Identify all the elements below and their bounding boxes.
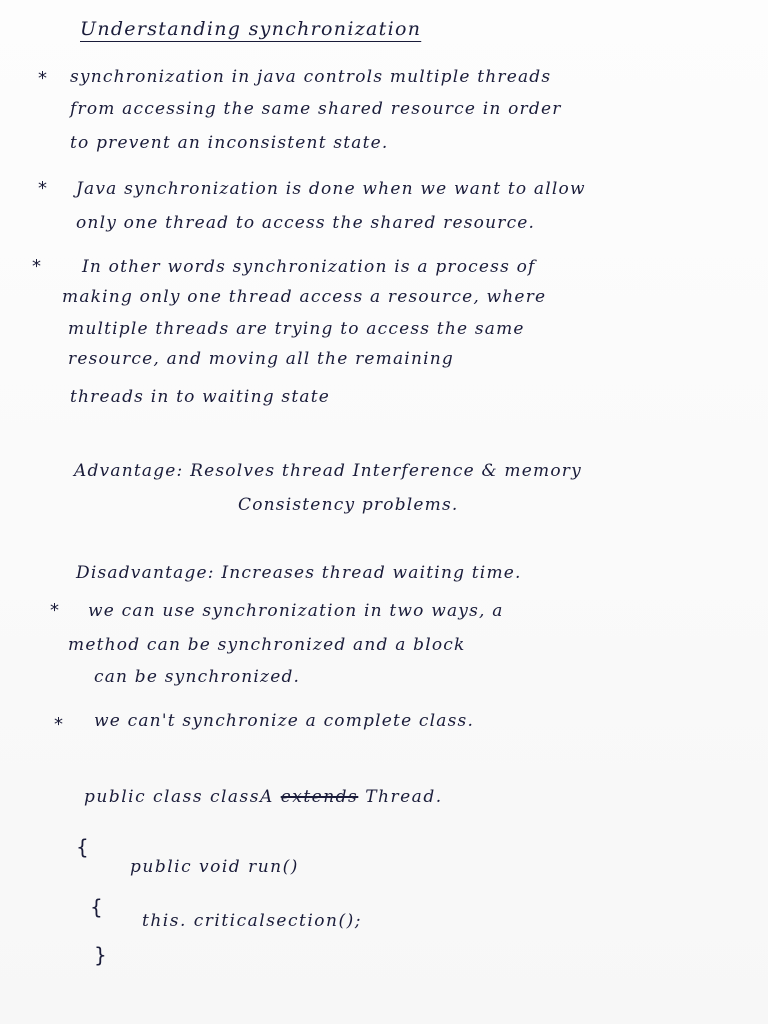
code-inner-close-brace: } [94, 943, 107, 967]
point-1-line-1: synchronization in java controls multiple threads [70, 67, 552, 87]
point-4-line-1: we can use synchronization in two ways, a [88, 601, 504, 621]
bullet-marker: * [54, 714, 63, 735]
page-title: Understanding synchronization [80, 18, 422, 40]
code-class-line [84, 786, 443, 808]
bullet-marker: * [32, 256, 41, 277]
point-5-line-1: we can't synchronize a complete class. [94, 711, 475, 731]
point-3-line-3: multiple threads are trying to access the same [68, 319, 525, 339]
bullet-marker: * [38, 68, 47, 89]
point-2-line-1: Java synchronization is done when we want to allow [76, 179, 586, 199]
point-3-line-4: resource, and moving all the remaining [68, 349, 454, 369]
code-inner-open-brace: { [90, 895, 103, 919]
point-2-line-2: only one thread to access the shared resource. [76, 213, 536, 233]
point-1-line-3: to prevent an inconsistent state. [70, 133, 389, 153]
point-4-line-2: method can be synchronized and a block [68, 635, 466, 655]
disadvantage-line: Disadvantage: Increases thread waiting time. [76, 563, 522, 583]
code-class-parent: Thread. [365, 787, 443, 807]
point-3-line-5: threads in to waiting state [70, 387, 330, 407]
advantage-line-1: Advantage: Resolves thread Interference & memory [74, 461, 582, 481]
point-4-line-3: can be synchronized. [94, 667, 301, 687]
point-3-line-1: In other words synchronization is a process of [82, 257, 536, 277]
code-method-line: public void run() [130, 857, 299, 877]
point-1-line-2: from accessing the same shared resource in order [70, 99, 562, 119]
bullet-marker: * [38, 178, 47, 199]
bullet-marker: * [50, 600, 59, 621]
advantage-line-2: Consistency problems. [238, 495, 459, 515]
code-open-brace: { [76, 835, 89, 859]
code-call-line: this. criticalsection(); [142, 911, 362, 931]
point-3-line-2: making only one thread access a resource, where [62, 287, 547, 307]
code-struck-word: extends [280, 787, 359, 807]
code-class-declaration: public class classA [84, 787, 274, 807]
